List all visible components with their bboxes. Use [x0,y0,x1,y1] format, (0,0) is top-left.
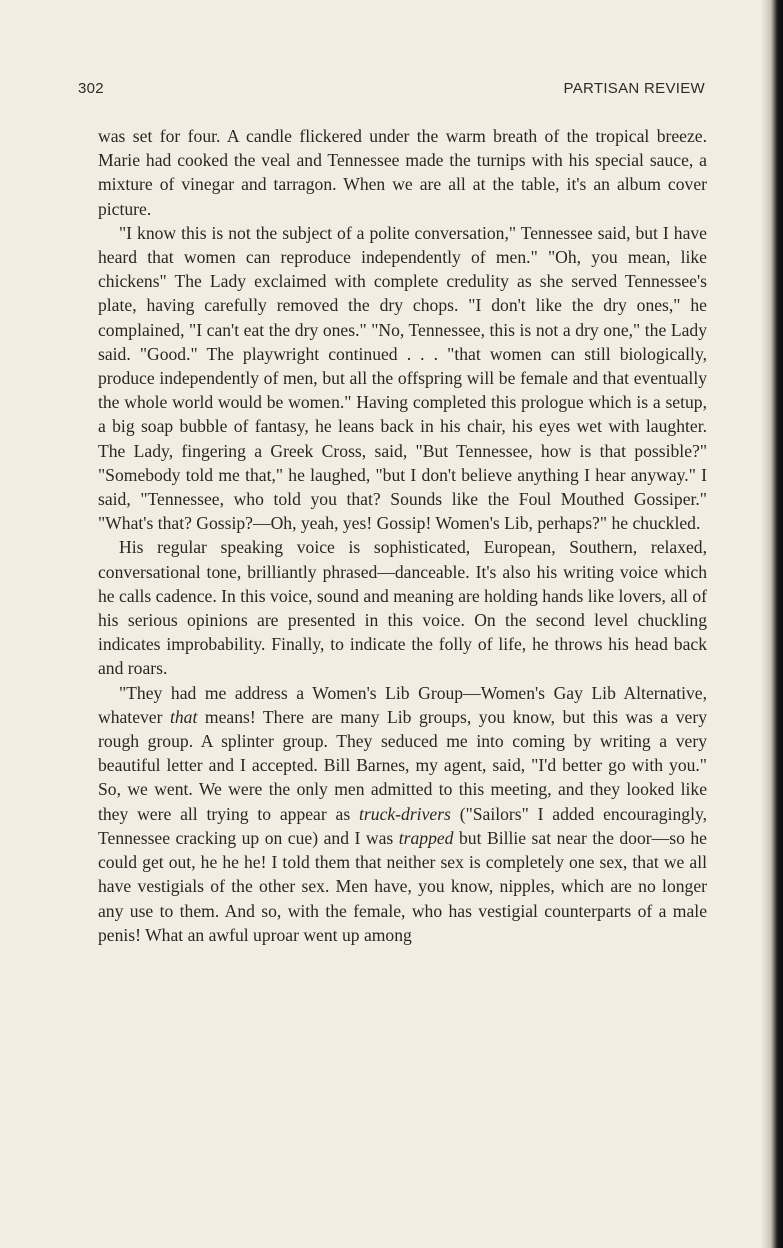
book-spine-shadow [761,0,783,1248]
paragraph [98,124,707,221]
text-run: "They had me address a Women's Lib Group—Women's Gay Lib Alternative, whatever [98,682,707,727]
italic-text-run: truck-drivers [359,803,451,824]
italic-text-run: that [170,706,198,727]
text-run: was set for four. A candle flickered under the warm breath of the tropical breeze. Marie had cooked the veal and Tennessee made the turnips with his special sauce, a mixture of vinegar and tarragon. When we are all at the table, it's an album cover picture. [98,126,707,219]
text-run: but Billie sat near the door—so he could get out, he he he! I told them that neither sex is completely one sex, that we all have vestigials of the other sex. Men have, you know, nipples, which are no longer any use to them. And so, with the female, who has vestigial counterparts of a male penis! What an awful uproar went up among [98,827,707,945]
italic-text-run: trapped [398,827,454,848]
paragraph [98,221,707,536]
running-head: PARTISAN REVIEW [563,80,705,97]
body-text [98,124,707,947]
text-run: ("Sailors" I added encouragingly, Tennessee cracking up on cue) and I was [98,803,708,848]
text-run: "I know this is not the subject of a polite conversation," Tennessee said, but I have heard that women can reproduce independently of men." "Oh, you mean, like chickens" The Lady exclaimed with complete credulity as she served Tennessee's plate, having carefully removed the dry chops. "I don't like the dry ones," he complained, "I can't eat the dry ones." "No, Tennessee, this is not a dry one," the Lady said. "Good." The playwright continued . . . "that women can still biologically, produce independently of men, but all the offspring will be female and that eventually the whole world would be women." Having completed this prologue which is a setup, a big soap bubble of fantasy, he leans back in his chair, his eyes wet with laughter. The Lady, fingering a Greek Cross, said, "But Tennessee, how is that possible?" "Somebody told me that," he laughed, "but I don't believe anything I hear anyway." I said, "Tennessee, who told you that? Sounds like the Foul Mouthed Gossiper." "What's that? Gossip?—Oh, yeah, yes! Gossip! Women's Lib, perhaps?" he chuckled. [98,222,707,534]
paragraph [98,681,707,947]
page-number: 302 [78,80,104,97]
text-run: means! There are many Lib groups, you know, but this was a very rough group. A splinter group. They seduced me into coming by writing a very beautiful letter and I accepted. Bill Barnes, my agent, said, "I'd better go with you." So, we went. We were the only men admitted to this meeting, and they looked like they were all trying to appear as [98,706,707,824]
text-run: His regular speaking voice is sophisticated, European, Southern, relaxed, conversational tone, brilliantly phrased—danceable. It's also his writing voice which he calls cadence. In this voice, sound and meaning are holding hands like lovers, all of his serious opinions are presented in this voice. On the second level chuckling indicates improbability. Finally, to indicate the folly of life, he throws his head back and roars. [98,537,707,679]
paragraph [98,535,707,680]
